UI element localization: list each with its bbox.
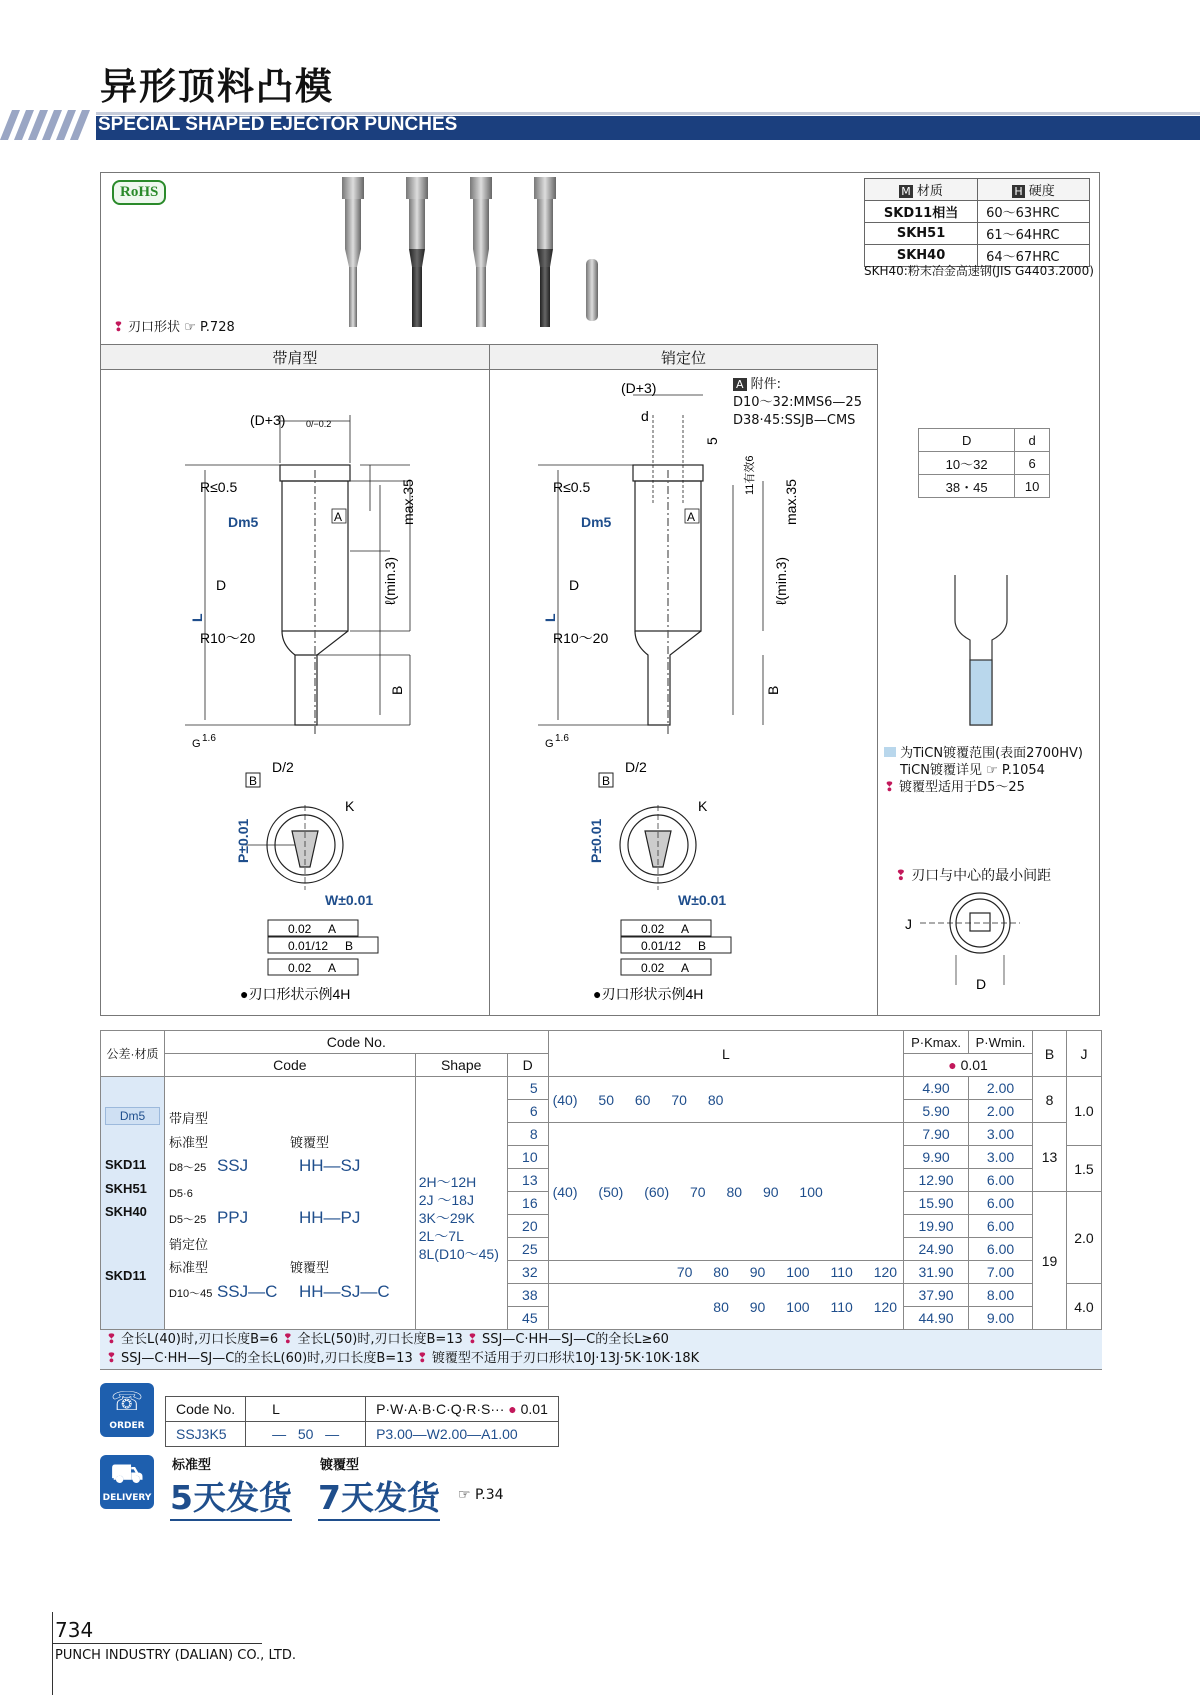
svg-text:R10～20: R10～20 (553, 630, 609, 646)
order-icon: ☏ ORDER (100, 1383, 154, 1437)
shoulder-type-drawing (180, 375, 480, 1005)
svg-text:A: A (687, 510, 696, 524)
min-gap-drawing (900, 885, 1020, 995)
page-title-cn: 异形顶料凸模 (100, 65, 334, 108)
edge-shape-note: ❢ 刃口形状 ☞ P.728 (113, 320, 235, 335)
order-example-table: Code No. L P·W·A·B·C·Q·R·S··· ● 0.01 SSJ3K5 — 50 — P3.00—W2.00—A1.00 (165, 1396, 559, 1447)
delivery-std-days: 5天发货 (170, 1472, 292, 1521)
dim-G: G (192, 738, 201, 750)
svg-text:0.02: 0.02 (288, 961, 312, 975)
dim-head-tol: 0/−0.2 (306, 419, 332, 429)
min-gap-title: ❢ 刃口与中心的最小间距 (895, 868, 1052, 884)
dim-r05: R≤0.5 (200, 479, 238, 495)
svg-text:B: B (698, 939, 707, 953)
divider (877, 344, 878, 1016)
datum-a: A (334, 510, 343, 524)
dim-max35: max.35 (400, 479, 416, 525)
delivery-icon: ⛟ DELIVERY (100, 1455, 154, 1509)
section-shoulder-title: 带肩型 (100, 344, 490, 370)
dim-r1020: R10～20 (200, 630, 256, 646)
svg-text:A: A (681, 922, 690, 936)
dim-d: D (216, 577, 227, 593)
delivery-coat-days: 7天发货 (318, 1472, 440, 1521)
dim-rough: 1.6 (202, 733, 216, 744)
svg-text:D: D (569, 577, 580, 593)
dim-dpin: d (641, 408, 649, 424)
svg-text:D: D (976, 976, 987, 992)
product-photos (330, 175, 630, 335)
dim-L: L (189, 613, 205, 622)
svg-text:W±0.01: W±0.01 (678, 892, 727, 908)
svg-text:D/2: D/2 (625, 759, 647, 775)
svg-text:L: L (542, 613, 558, 622)
dim-dm5: Dm5 (228, 514, 259, 530)
l-group-3: 70 80 90 100 110 120 (548, 1261, 903, 1284)
material-table: M 材质 H 硬度 SKD11相当 60～63HRC SKH51 61～64HRC SKH40 64～67HRC (864, 178, 1090, 267)
svg-text:A: A (328, 961, 337, 975)
svg-text:0.02: 0.02 (641, 922, 665, 936)
dim-five2: 5 (704, 437, 720, 445)
svg-text:ℓ(min.3): ℓ(min.3) (773, 556, 789, 605)
l-group-2: (40) (50) (60) 70 80 90 100 (548, 1123, 903, 1261)
svg-text:max.35: max.35 (783, 479, 799, 525)
dim-P: P±0.01 (235, 818, 251, 863)
svg-text:●刃口形状示例4H: ●刃口形状示例4H (593, 986, 704, 1002)
svg-text:0.02: 0.02 (288, 922, 312, 936)
svg-text:Dm5: Dm5 (581, 514, 612, 530)
shape-example-label: ●刃口形状示例4H (240, 986, 351, 1002)
rohs-badge: RoHS (112, 180, 166, 205)
svg-text:B: B (345, 939, 354, 953)
datum-b: B (249, 774, 258, 788)
pin-type-drawing (533, 375, 873, 1005)
l-group-1: (40) 50 60 70 80 (548, 1077, 903, 1123)
svg-text:0.01/12: 0.01/12 (641, 939, 682, 953)
spec-notes: ❢ 全长L(40)时,刃口长度B=6 ❢ 全长L(50)时,刃口长度B=13 ❢ SSJ—C·HH—SJ—C的全长L≥60 ❢ SSJ—C·HH—SJ—C的全长L(60)时,刃口长度B=13 ❢ 镀覆型不适用于刃口形状10J·13J·5K·10K·18K (100, 1330, 1102, 1370)
attachment-note: A 附件: D10～32:MMS6—25 D38·45:SSJB—CMS (733, 377, 862, 428)
delivery-coat-label: 镀覆型 (320, 1458, 360, 1473)
punch-photo-3 (470, 177, 492, 327)
coating-notes: 为TiCN镀覆范围(表面2700HV) TiCN镀覆详见 ☞ P.1054 ❢ 镀覆型适用于D5～25 (884, 746, 1083, 795)
svg-text:J: J (905, 916, 912, 932)
page-number: 734 (55, 1618, 94, 1642)
dim-d2: D/2 (272, 759, 294, 775)
svg-text:G: G (545, 738, 554, 750)
company-name: PUNCH INDUSTRY (DALIAN) CO., LTD. (55, 1648, 296, 1663)
svg-text:B: B (765, 685, 781, 695)
page-title-en: SPECIAL SHAPED EJECTOR PUNCHES (98, 114, 458, 135)
footer-rule (52, 1612, 53, 1695)
punch-photo-2 (406, 177, 428, 327)
dim-W: W±0.01 (325, 892, 374, 908)
pin-d-table: D d 10～32 6 38・45 10 (918, 428, 1050, 498)
dim-head: (D+3) (250, 412, 286, 428)
section-pin-title: 销定位 (489, 344, 878, 370)
svg-text:B: B (602, 774, 611, 788)
svg-text:P±0.01: P±0.01 (588, 818, 604, 863)
dim-head: (D+3) (621, 380, 657, 396)
svg-text:A: A (681, 961, 690, 975)
l-group-4: 80 90 100 110 120 (548, 1284, 903, 1330)
punch-photo-1 (342, 177, 364, 327)
delivery-std-label: 标准型 (172, 1458, 212, 1473)
divider (489, 344, 490, 1016)
svg-text:0.02: 0.02 (641, 961, 665, 975)
svg-text:1.6: 1.6 (555, 733, 569, 744)
dim-B: B (389, 685, 405, 695)
svg-text:R≤0.5: R≤0.5 (553, 479, 591, 495)
dim-lmin: ℓ(min.3) (382, 556, 398, 605)
dim-eff11: 11有效6 (744, 455, 756, 495)
dim-K: K (345, 798, 355, 814)
svg-text:K: K (698, 798, 708, 814)
delivery-ref: ☞ P.34 (458, 1487, 504, 1503)
svg-text:0.01/12: 0.01/12 (288, 939, 329, 953)
footer-rule (52, 1643, 262, 1644)
skh40-note: SKH40:粉末冶金高速钢(JIS G4403.2000) (864, 264, 1094, 278)
coating-drawing (940, 570, 1030, 730)
svg-text:A: A (328, 922, 337, 936)
spec-table: 公差·材质 Code No. L P·Kmax. P·Wmin. B J Code Shape D ● 0.01 Dm5 SKD11 SKH51 SKH40 SKD11 带肩型 标准型 镀覆型 D8～25 SSJ HH—SJ D5·6 D5～25 PPJ HH—PJ 销定位 标准型 镀覆型 D10～45 SSJ—C HH—SJ—C 2H～12H 2J ～18J 3K～29K 2L～7L 8L(D10～45) 5 (40) 50 60 70 80 4.90 2.00 8 1.0 6 5.90 2.00 8 (40) (50) (60) 70 80 90 100 7.90 3.00 13 10 9.90 3.00 1.5 13 12.90 6.00 16 15.90 6.00 19 2.0 20 19.90 6.00 25 24.90 6.00 32 70 80 90 100 110 120 31.90 7.00 38 80 90 100 110 120 37.90 8.00 4.0 45 44.90 9.00 (100, 1030, 1102, 1330)
pin-photo (586, 259, 598, 321)
divider (100, 369, 878, 370)
punch-photo-4 (534, 177, 556, 327)
